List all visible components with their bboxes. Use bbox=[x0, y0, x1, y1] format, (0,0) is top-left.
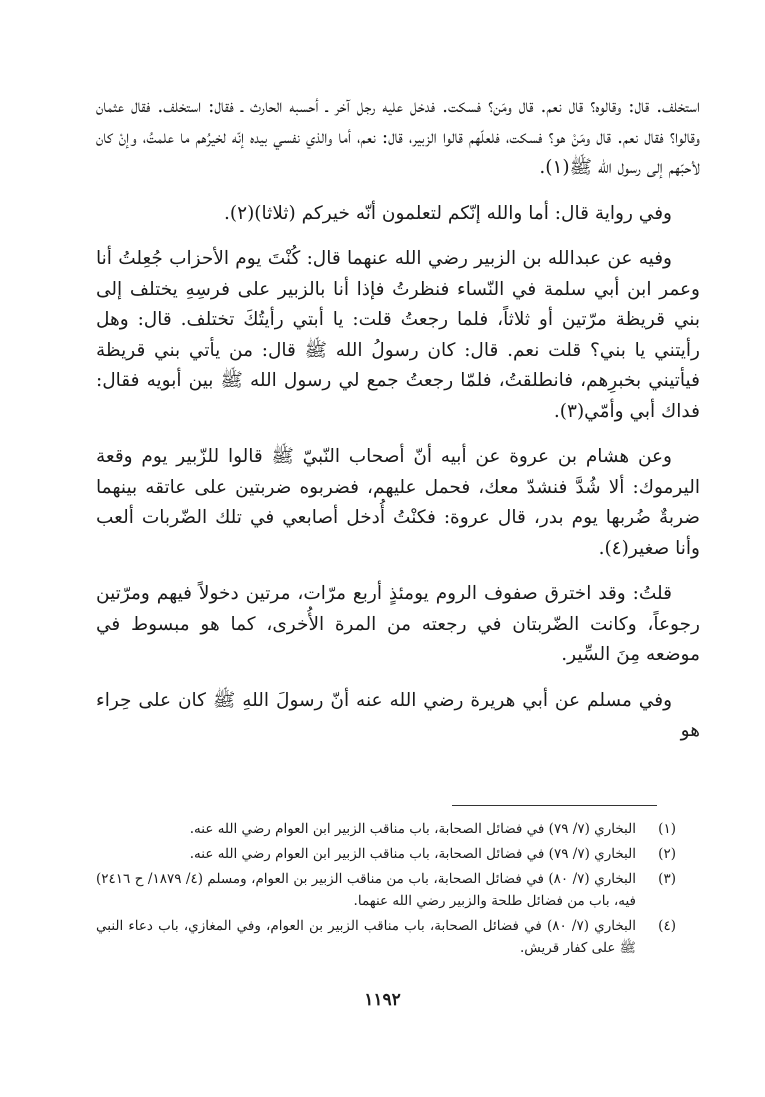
footnote-text: البخاري (٧/ ٨٠) في فضائل الصحابة، باب من مناقب الزبير بن العوام، ومسلم (٤/ ١٨٧٩/ ح ٢٤١٦) فيه، باب من فضائل طلحة والزبير رضي الله عنهما. bbox=[96, 871, 636, 909]
footnote bbox=[96, 915, 676, 959]
footnotes bbox=[96, 818, 676, 962]
footnote-text: البخاري (٧/ ٧٩) في فضائل الصحابة، باب مناقب الزبير ابن العوام رضي الله عنه. bbox=[189, 846, 636, 862]
paragraph: وفي رواية قال: أما والله إنّكم لتعلمون أنّه خيركم (ثلاثا)(٢). bbox=[224, 202, 672, 224]
paragraph: وعن هشام بن عروة عن أبيه أنّ أصحاب النّبيّ ﷺ قالوا للزّبير يوم وقعة اليرموك: ألا شُدَّ فنشدّ معك، فحمل عليهم، فضربوه ضربتين على عاتقه بينهما ضربةٌ ضُربها يوم بدر، قال عروة: فكنْتُ أُدخل أصابعي في تلك الضّربات ألعب وأنا صغير(٤). bbox=[96, 446, 700, 559]
footnote-number: (١) bbox=[658, 821, 676, 837]
page-number: ١١٩٢ bbox=[364, 990, 401, 1010]
paragraph: وفيه عن عبدالله بن الزبير رضي الله عنهما قال: كُنْتَ يوم الأحزاب جُعِلتُ أنا وعمر ابن أبي سلمة في النّساء فنظرتُ فإذا أنا بالزبير على فرسِهِ يختلف إلى بني قريظة مرّتين أو ثلاثاً، فلما رجعتُ قلت: يا أبتي رأيتُكَ تختلف. قال: وهل رأيتني يا بني؟ قلت نعم. قال: كان رسولُ الله ﷺ قال: من يأتي بني قريظة فيأتيني بخبرِهم، فانطلقتُ، فلمّا رجعتُ جمع لي رسول الله ﷺ بين أبويه فقال: فداك أبي وأمّي(٣). bbox=[96, 248, 700, 422]
footnote bbox=[96, 818, 676, 840]
footnote-text: البخاري (٧/ ٧٩) في فضائل الصحابة، باب مناقب الزبير ابن العوام رضي الله عنه. bbox=[189, 821, 636, 837]
footnote bbox=[96, 843, 676, 865]
footnote-text: البخاري (٧/ ٨٠) في فضائل الصحابة، باب مناقب الزبير بن العوام، وفي المغازي، باب دعاء النبي ﷺ على كفار قريش. bbox=[96, 918, 636, 956]
footnote-separator bbox=[452, 805, 657, 806]
footnote-number: (٣) bbox=[658, 871, 676, 887]
main-text bbox=[96, 92, 700, 747]
footnote-number: (٢) bbox=[658, 846, 676, 862]
footnote-number: (٤) bbox=[658, 918, 676, 934]
paragraph: قلتُ: وقد اخترق صفوف الروم يومئذٍ أربع مرّات، مرتين دخولاً فيهم ومرّتين رجوعاً، وكانت الضّربتان في رجعته من المرة الأُخرى، كما هو مبسوط في موضعه مِنَ السِّير. bbox=[96, 583, 700, 665]
paragraph: وفي مسلم عن أبي هريرة رضي الله عنه أنّ رسولَ اللهِ ﷺ كان على حِراء هو bbox=[96, 689, 700, 741]
footnote bbox=[96, 868, 676, 912]
paragraph: استخلف. قال: وقالوه؟ قال نعم. قال ومَن؟ فسكت. فدخل عليه رجل آخر ـ أحسبه الحارث ـ فقال: استخلف. فقال عثمان وقالوا؟ فقال نعم. قال ومَنْ هو؟ فسكت، فلعلّهم قالوا الزبير، قال: نعم، أما والذي نفسي بيده إنّه لخيرُهم ما علمتُ، وإنْ كان لأحبّهم إلى رسول الله ﷺ(١). bbox=[96, 96, 700, 178]
